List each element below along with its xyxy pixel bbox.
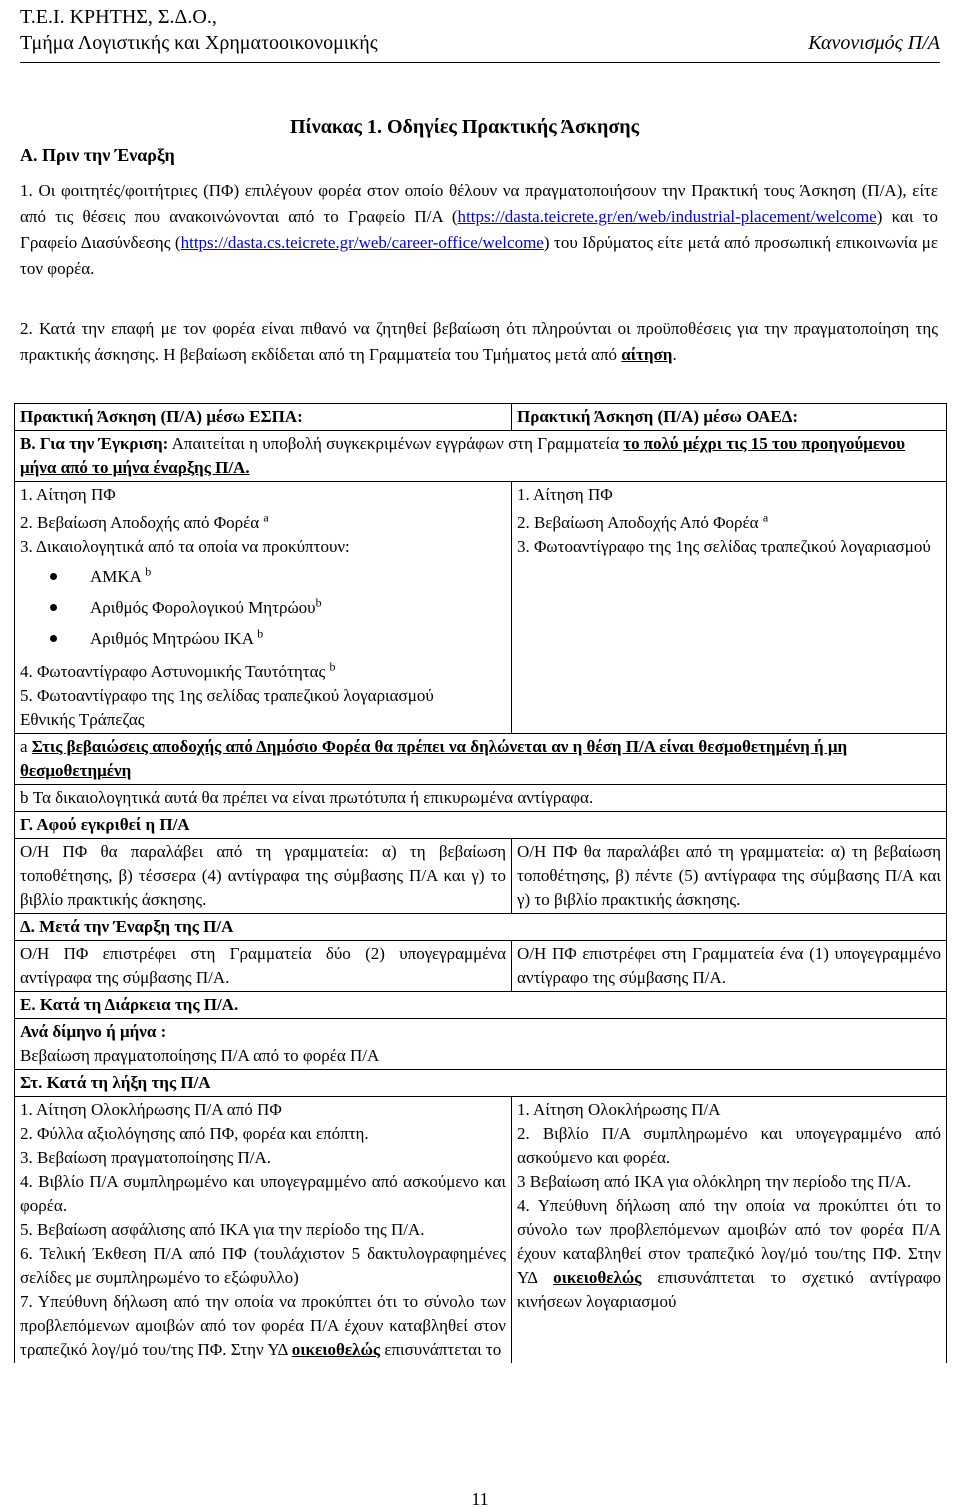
bullet-sup: b [257,626,264,641]
table-title: Πίνακας 1. Οδηγίες Πρακτικής Άσκησης [290,116,640,138]
bullet-dot-icon [50,604,57,611]
section-c-content-row [15,839,947,914]
bullet-dot-icon [50,635,57,642]
espa-item-2-sup: a [263,510,269,525]
espa-item-2-text: 2. Βεβαίωση Αποδοχής από Φορέα [20,513,260,532]
section-a-heading: Α. Πριν την Έναρξη [20,145,175,165]
espa-item-4 [20,660,506,684]
st-espa-item: 2. Φύλλα αξιολόγησης από ΠΦ, φορέα και επόπτη. [20,1124,369,1143]
oaed-documents-cell [512,482,947,734]
section-c-oaed-text: Ο/Η ΠΦ θα παραλάβει από τη γραμματεία: α) τη βεβαίωση τοποθέτησης, β) πέντε (5) αντίγραφα της σύμβασης Π/Α και γ) το βιβλίο πρακτικής άσκησης. [517,842,941,909]
application-link[interactable]: αίτηση [621,345,673,364]
section-d-row [15,914,947,941]
st-oaed-item: 3 Βεβαίωση από ΙΚΑ για ολόκληρη την περίοδο της Π/Α. [517,1172,912,1191]
st-oaed-item: 2. Βιβλίο Π/Α συμπληρωμένο και υπογεγραμμένο από ασκούμενο και φορέα. [517,1124,941,1167]
paragraph-1-text-a: 1. Οι φοιτητές/φοιτήτριες (ΠΦ) επιλέγουν φορέα στον οποίο θέλουν να πραγματοποιήσουν την Πρακτική τους Άσκηση (Π/Α), είτε από τις θέσεις που ανακοινώνονται από το Γραφείο Π/Α ( [20,181,938,226]
st-espa-item-7-underlined: οικειοθελώς [291,1340,381,1359]
paragraph-1-text-c: ) του Ιδρύματος είτε μετά από προσωπική επικοινωνία με τον φορέα. [20,233,938,278]
section-b-items-row [15,482,947,734]
oaed-item-3: 3. Φωτοαντίγραφο της 1ης σελίδας τραπεζικού λογαριασμού [517,537,931,556]
section-b-heading [15,431,947,482]
section-e-content [15,1019,947,1070]
bullet-text: Αριθμός Μητρώου ΙΚΑ [90,629,254,648]
section-c-espa [15,839,512,914]
section-st-oaed [512,1097,947,1364]
header-divider [20,62,940,63]
section-b-deadline: το πολύ μέχρι τις 15 του προηγούμενου μήνα από το μήνα έναρξης Π/Α. [20,434,906,477]
espa-item-3: 3. Δικαιολογητικά από τα οποία να προκύπτουν: [20,537,350,556]
section-d-heading: Δ. Μετά την Έναρξη της Π/Α [15,914,947,941]
bullet-dot-icon [50,573,57,580]
note-b-row [15,785,947,812]
espa-item-5: 5. Φωτοαντίγραφο της 1ης σελίδας τραπεζικού λογαριασμού Εθνικής Τράπεζας [20,686,434,729]
section-b-text: Απαιτείται η υποβολή συγκεκριμένων εγγράφων στη Γραμματεία [168,434,624,453]
espa-bullet-list [20,561,506,654]
note-a-row [15,734,947,785]
footnote-a [15,734,947,785]
table-header-row [15,404,947,431]
page-number: 11 [471,1489,489,1509]
paragraph-1 [20,178,938,282]
oaed-item-2-sup: a [762,510,769,525]
section-b-row [15,431,947,482]
section-st-row [15,1070,947,1097]
st-espa-item: 1. Αίτηση Ολοκλήρωσης Π/Α από ΠΦ [20,1100,282,1119]
oaed-item-2 [517,511,941,535]
section-st-content-row [15,1097,947,1364]
paragraph-1-text-b: ) και το Γραφείο Διασύνδεσης ( [20,207,938,252]
oaed-item-1: 1. Αίτηση ΠΦ [517,485,613,504]
footnote-a-text: Στις βεβαιώσεις αποδοχής από Δημόσιο Φορέα θα πρέπει να δηλώνεται αν η θέση Π/Α είναι θεσμοθετημένη ή μη θεσμοθετημένη [20,737,848,780]
section-c-espa-text: Ο/Η ΠΦ θα παραλάβει από τη γραμματεία: α) τη βεβαίωση τοποθέτησης, β) τέσσερα (4) αντίγραφα της σύμβασης Π/Α και γ) το βιβλίο πρακτικής άσκησης. [20,842,506,909]
section-d-content-row [15,941,947,992]
espa-item-4-sup: b [329,659,336,674]
paragraph-2-text-a: 2. Κατά την επαφή με τον φορέα είναι πιθανό να ζητηθεί βεβαίωση ότι πληρούνται οι προϋποθέσεις για την πραγματοποίηση της πρακτικής άσκησης. Η βεβαίωση εκδίδεται από τη Γραμματεία του Τμήματος μετά από [20,319,938,364]
bullet-afm [20,592,506,623]
section-c-oaed [512,839,947,914]
header-department: Τμήμα Λογιστικής και Χρηματοοικονομικής [20,32,378,54]
espa-item-1: 1. Αίτηση ΠΦ [20,485,116,504]
st-espa-item: 6. Τελική Έκθεση Π/Α από ΠΦ (τουλάχιστον 5 δακτυλογραφημένες σελίδες με συμπληρωμένο το εξώφυλλο) [20,1244,506,1287]
link-industrial-placement[interactable]: https://dasta.teicrete.gr/en/web/industrial-placement/welcome [457,207,877,226]
st-oaed-item-4-underlined: οικειοθελώς [553,1268,642,1287]
section-c-row [15,812,947,839]
bullet-sup: b [315,595,322,610]
paragraph-2 [20,316,938,368]
bullet-amka [20,561,506,592]
st-oaed-item-4-text-b: επισυνάπτεται το σχετικό αντίγραφο κινήσεων λογαριασμού [517,1268,942,1311]
section-e-heading: Ε. Κατά τη Διάρκεια της Π/Α. [15,992,947,1019]
section-c-heading: Γ. Αφού εγκριθεί η Π/Α [15,812,947,839]
st-oaed-item-4-text-a: 4. Υπεύθυνη δήλωση από την οποία να προκύπτει ότι το σύνολο των προβλεπόμενων αμοιβών από τον φορέα Π/Α έχουν καταβληθεί στον τραπεζικό λογ/μό του/της ΠΦ. Στην ΥΔ [517,1196,941,1287]
link-career-office[interactable]: https://dasta.cs.teicrete.gr/web/career-office/welcome [180,233,544,252]
st-espa-item-7-text-a: 7. Υπεύθυνη δήλωση από την οποία να προκύπτει ότι το σύνολο των προβλεπόμενων αμοιβών από τον φορέα Π/Α έχουν καταβληθεί στον τραπεζικό λογ/μό του/της ΠΦ. Στην ΥΔ [20,1292,506,1359]
instructions-table [14,403,947,1363]
bullet-sup: b [145,564,152,579]
section-d-oaed [512,941,947,992]
espa-item-4-text: 4. Φωτοαντίγραφο Αστυνομικής Ταυτότητας [20,662,326,681]
section-e-subheading: Ανά δίμηνο ή μήνα : [20,1022,167,1041]
header-institution: Τ.Ε.Ι. ΚΡΗΤΗΣ, Σ.Δ.Ο., [20,6,217,28]
footnote-a-mark: a [20,737,28,756]
section-st-heading: Στ. Κατά τη λήξη της Π/Α [15,1070,947,1097]
st-espa-item: 4. Βιβλίο Π/Α συμπληρωμένο και υπογεγραμμένο από ασκούμενο και φορέα. [20,1172,506,1215]
paragraph-2-text-b: . [672,345,677,364]
section-d-espa-text: Ο/Η ΠΦ επιστρέφει στη Γραμματεία δύο (2) υπογεγραμμένα αντίγραφα της σύμβασης Π/Α. [20,944,506,987]
espa-documents-cell [15,482,512,734]
column-header-espa: Πρακτική Άσκηση (Π/Α) μέσω ΕΣΠΑ: [15,404,512,431]
section-st-espa [15,1097,512,1364]
column-header-oaed: Πρακτική Άσκηση (Π/Α) μέσω ΟΑΕΔ: [512,404,947,431]
bullet-text: Αριθμός Φορολογικού Μητρώου [90,598,316,617]
section-d-oaed-text: Ο/Η ΠΦ επιστρέφει στη Γραμματεία ένα (1) υπογεγραμμένο αντίγραφο της σύμβασης Π/Α. [517,944,941,987]
st-espa-item-7 [20,1290,506,1362]
st-oaed-item: 1. Αίτηση Ολοκλήρωσης Π/Α [517,1100,721,1119]
section-b-label: Β. Για την Έγκριση: [20,434,169,453]
section-d-espa [15,941,512,992]
st-espa-item: 3. Βεβαίωση πραγματοποίησης Π/Α. [20,1148,272,1167]
bullet-text: ΑΜΚΑ [90,567,142,586]
header-document-title: Κανονισμός Π/Α [808,32,940,54]
bullet-ika [20,623,506,654]
footnote-b: b Τα δικαιολογητικά αυτά θα πρέπει να είναι πρωτότυπα ή επικυρωμένα αντίγραφα. [15,785,947,812]
espa-item-2 [20,511,506,535]
st-oaed-item-4 [517,1194,941,1314]
oaed-item-2-text: 2. Βεβαίωση Αποδοχής Από Φορέα [517,513,759,532]
section-e-row [15,992,947,1019]
section-e-content-row [15,1019,947,1070]
st-espa-item: 5. Βεβαίωση ασφάλισης από ΙΚΑ για την περίοδο της Π/Α. [20,1220,425,1239]
section-e-text: Βεβαίωση πραγματοποίησης Π/Α από το φορέα Π/Α [20,1046,380,1065]
st-espa-item-7-text-b: επισυνάπτεται το [380,1340,502,1359]
